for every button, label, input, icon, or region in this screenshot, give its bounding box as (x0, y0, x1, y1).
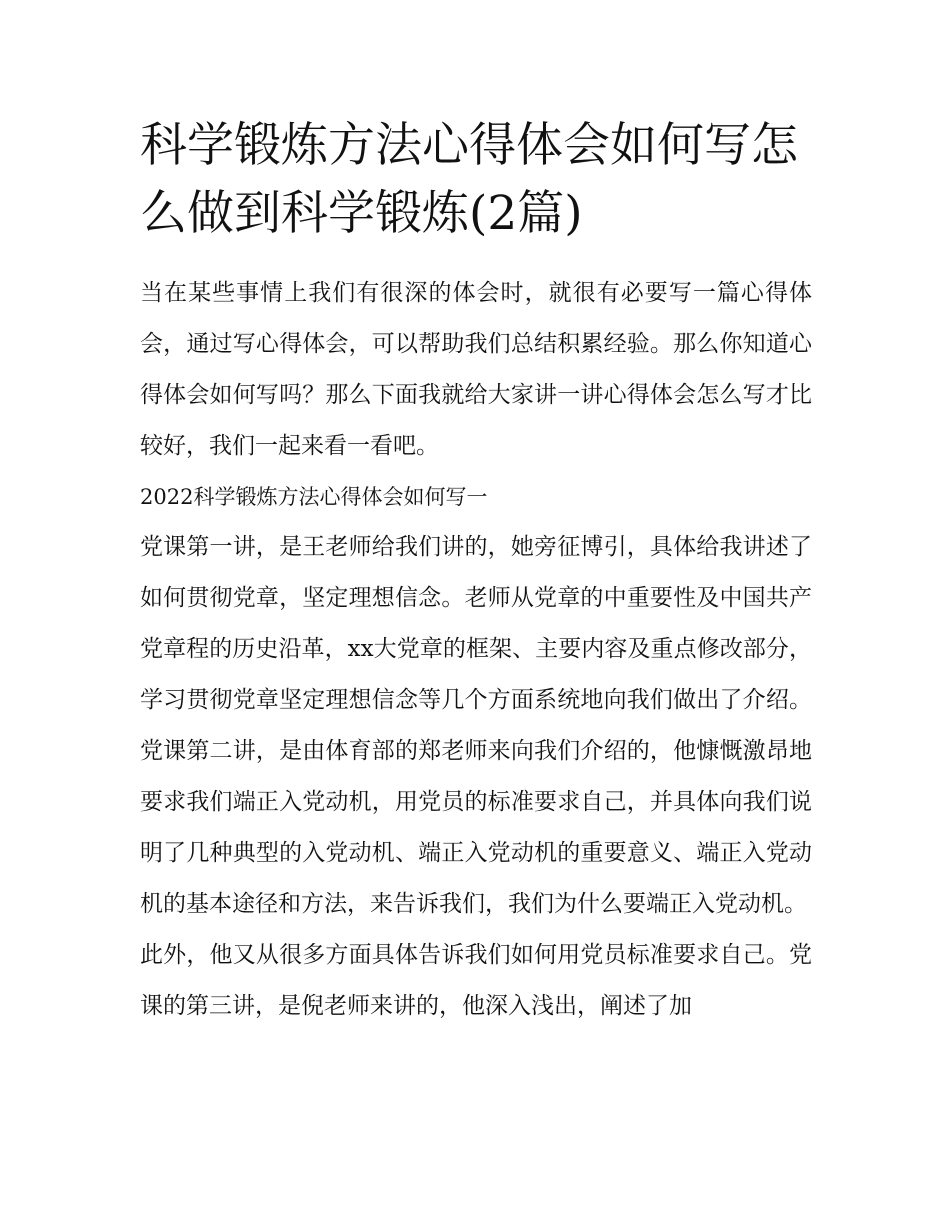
body-paragraph: 此外，他又从很多方面具体告诉我们如何用党员标准要求自己。党课的第三讲，是倪老师来讲的，他深入浅出，阐述了加 (140, 942, 812, 1019)
body-paragraph: 党课第一讲，是王老师给我们讲的，她旁征博引，具体给我讲述了如何贯彻党章，坚定理想信念。老师从党章的中重要性及中国共产党章程的历史沿革，xx大党章的框架、主要内容及重点修改部分，学习贯彻党章坚定理想信念等几个方面系统地向我们做出了介绍。党课第二讲，是由体育部的郑老师来向我们介绍的，他慷慨激昂地要求我们端正入党动机，用党员的标准要求自己，并具体向我们说明了几种典型的入党动机、端正入党动机的重要意义、端正入党动机的基本途径和方法，来告诉我们，我们为什么要端正入党动机。 (140, 534, 812, 917)
document-page (140, 112, 812, 1032)
intro-paragraph: 当在某些事情上我们有很深的体会时，就很有必要写一篇心得体会，通过写心得体会，可以帮助我们总结积累经验。那么你知道心得体会如何写吗？那么下面我就给大家讲一讲心得体会怎么写才比较好，我们一起来看一看吧。 (140, 280, 812, 459)
section-heading: 2022科学锻炼方法心得体会如何写一 (140, 485, 488, 509)
document-title: 科学锻炼方法心得体会如何写怎么做到科学锻炼(2篇) (140, 118, 798, 241)
